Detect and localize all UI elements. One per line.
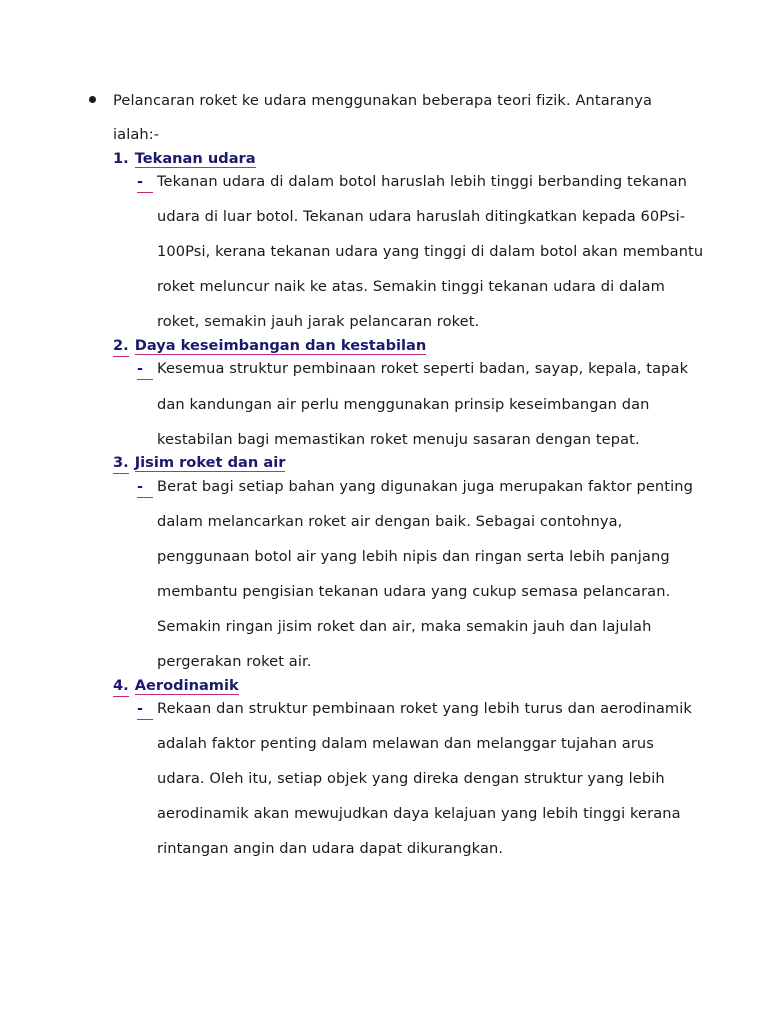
section-1-line-2: udara di luar botol. Tekanan udara haruslah ditingkatkan kepada 60Psi- (157, 208, 686, 225)
section-heading-1 (113, 149, 256, 169)
section-heading-2 (113, 336, 426, 357)
section-number: 4. (113, 676, 129, 697)
dash-marker: - (137, 359, 153, 380)
dash-marker: - (137, 477, 153, 498)
section-2-line-3: kestabilan bagi memastikan roket menuju sasaran dengan tepat. (157, 431, 640, 448)
section-3-line-4: membantu pengisian tekanan udara yang cukup semasa pelancaran. (157, 583, 671, 600)
section-4-line-4: aerodinamik akan mewujudkan daya kelajuan yang lebih tinggi kerana (157, 805, 681, 822)
section-number: 3. (113, 453, 129, 474)
section-1-line-4: roket meluncur naik ke atas. Semakin tinggi tekanan udara di dalam (157, 278, 665, 295)
section-heading-4 (113, 676, 239, 697)
section-1-line-3: 100Psi, kerana tekanan udara yang tinggi di dalam botol akan membantu (157, 243, 704, 260)
intro-line-2: ialah:- (113, 126, 160, 143)
bullet-point-icon (89, 96, 96, 103)
dash-marker: - (137, 172, 153, 193)
section-2-line-1: Kesemua struktur pembinaan roket seperti badan, sayap, kepala, tapak (157, 360, 689, 377)
section-4-line-1: Rekaan dan struktur pembinaan roket yang lebih turus dan aerodinamik (157, 700, 692, 717)
section-heading-3 (113, 453, 285, 474)
section-title: Jisim roket dan air (134, 454, 286, 471)
section-title: Tekanan udara (134, 150, 256, 167)
section-title: Daya keseimbangan dan kestabilan (134, 337, 427, 354)
section-3-line-3: penggunaan botol air yang lebih nipis dan ringan serta lebih panjang (157, 548, 670, 565)
section-4-line-5: rintangan angin dan udara dapat dikurangkan. (157, 840, 504, 857)
section-title: Aerodinamik (134, 677, 239, 694)
section-4-line-3: udara. Oleh itu, setiap objek yang direka dengan struktur yang lebih (157, 770, 665, 787)
section-number: 2. (113, 336, 129, 357)
section-1-line-5: roket, semakin jauh jarak pelancaran roket. (157, 313, 480, 330)
section-3-line-2: dalam melancarkan roket air dengan baik. Sebagai contohnya, (157, 513, 623, 530)
section-3-line-6: pergerakan roket air. (157, 653, 312, 670)
dash-marker: - (137, 699, 153, 720)
section-3-line-1: Berat bagi setiap bahan yang digunakan juga merupakan faktor penting (157, 478, 693, 495)
section-1-line-1: Tekanan udara di dalam botol haruslah lebih tinggi berbanding tekanan (157, 173, 687, 190)
intro-line-1: Pelancaran roket ke udara menggunakan beberapa teori fizik. Antaranya (113, 92, 653, 109)
section-2-line-2: dan kandungan air perlu menggunakan prinsip keseimbangan dan (157, 396, 650, 413)
section-number: 1. (113, 150, 129, 167)
section-4-line-2: adalah faktor penting dalam melawan dan melanggar tujahan arus (157, 735, 654, 752)
section-3-line-5: Semakin ringan jisim roket dan air, maka semakin jauh dan lajulah (157, 618, 652, 635)
